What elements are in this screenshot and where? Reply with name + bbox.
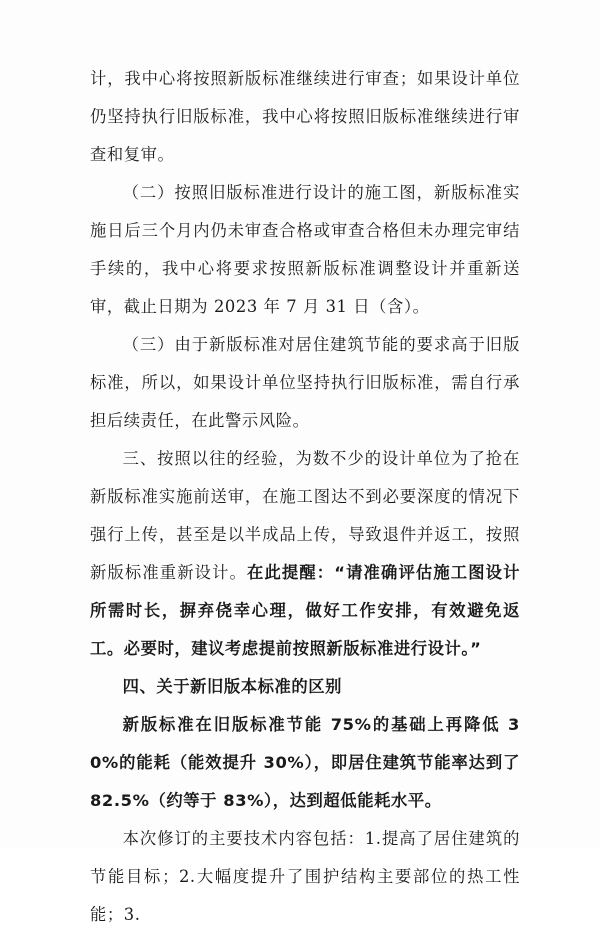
section-four-heading — [90, 668, 520, 706]
paragraph-item-two — [90, 174, 520, 326]
paragraph-revision-content — [90, 820, 520, 934]
paragraph-text: 三、按照以往的经验，为数不少的设计单位为了抢在新版标准实施前送审，在施工图达不到必要深度的情况下强行上传，甚至是以半成品上传，导致退件并返工，按照新版标准重新设计。 — [90, 449, 520, 582]
reminder-bold-text: 在此提醒：“请准确评估施工图设计所需时长，摒弃侥幸心理，做好工作安排，有效避免返工。必要时，建议考虑提前按照新版标准进行设计。” — [90, 563, 520, 658]
paragraph-energy-saving — [90, 706, 520, 820]
document-body — [90, 60, 520, 934]
heading-text: 四、关于新旧版本标准的区别 — [122, 677, 343, 696]
paragraph-continuation — [90, 60, 520, 174]
paragraph-section-three — [90, 440, 520, 668]
paragraph-text: （二）按照旧版标准进行设计的施工图，新版标准实施日后三个月内仍未审查合格或审查合格但未办理完审结手续的，我中心将要求按照新版标准调整设计并重新送审，截止日期为 2023 年 7 月 31 日（含）。 — [90, 183, 520, 316]
paragraph-text: 本次修订的主要技术内容包括：1.提高了居住建筑的节能目标；2.大幅度提升了围护结构主要部位的热工性能；3. — [90, 829, 520, 924]
paragraph-text: 计，我中心将按照新版标准继续进行审查；如果设计单位仍坚持执行旧版标准，我中心将按照旧版标准继续进行审查和复审。 — [90, 69, 520, 164]
paragraph-text: （三）由于新版标准对居住建筑节能的要求高于旧版标准，所以，如果设计单位坚持执行旧版标准，需自行承担后续责任，在此警示风险。 — [90, 335, 520, 430]
paragraph-item-three — [90, 326, 520, 440]
paragraph-text: 新版标准在旧版标准节能 75%的基础上再降低 30%的能耗（能效提升 30%），即居住建筑节能率达到了 82.5%（约等于 83%），达到超低能耗水平。 — [90, 715, 520, 810]
